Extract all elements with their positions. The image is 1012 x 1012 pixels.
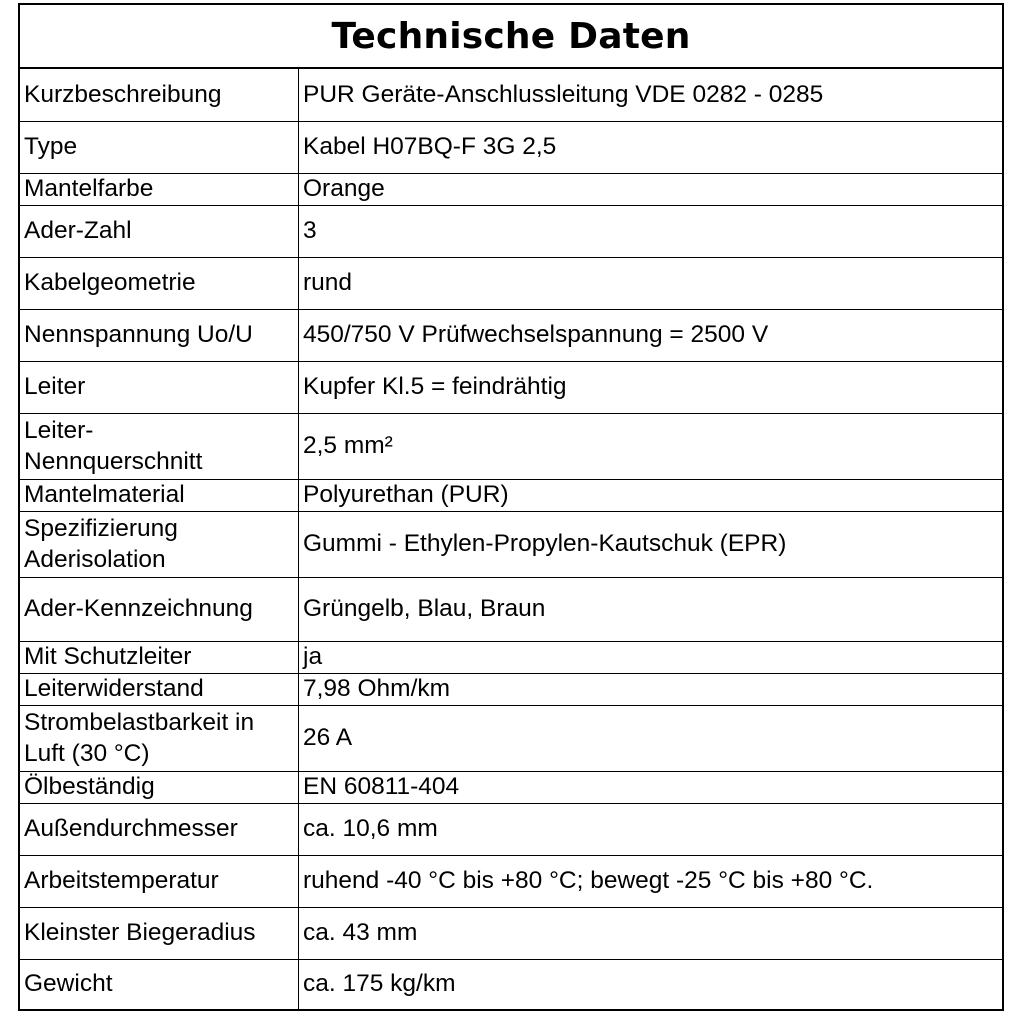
table-row [20,641,1002,673]
table-row [20,205,1002,257]
row-label: Gewicht [20,959,299,1009]
row-label: Kurzbeschreibung [20,69,299,121]
row-value: rund [299,257,1003,309]
table-row [20,479,1002,511]
table-row [20,673,1002,705]
spec-sheet [18,3,1004,1011]
table-row [20,173,1002,205]
row-label: Kleinster Biegeradius [20,907,299,959]
row-value: 3 [299,205,1003,257]
row-label: Type [20,121,299,173]
row-label: Außendurchmesser [20,803,299,855]
table-row [20,907,1002,959]
table-row [20,511,1002,577]
table-row [20,803,1002,855]
row-label: Kabelgeometrie [20,257,299,309]
row-value: Polyurethan (PUR) [299,479,1003,511]
row-label: Strombelastbarkeit in Luft (30 °C) [20,705,299,771]
row-value: ca. 10,6 mm [299,803,1003,855]
row-value: 2,5 mm² [299,413,1003,479]
row-label: Ölbeständig [20,771,299,803]
row-label: Mantelfarbe [20,173,299,205]
row-label: Mantelmaterial [20,479,299,511]
spec-table [20,69,1002,1009]
table-row [20,257,1002,309]
row-value: Kupfer Kl.5 = feindrähtig [299,361,1003,413]
row-value: Gummi - Ethylen-Propylen-Kautschuk (EPR) [299,511,1003,577]
row-value: Kabel H07BQ-F 3G 2,5 [299,121,1003,173]
row-label: Ader-Zahl [20,205,299,257]
row-label: Nennspannung Uo/U [20,309,299,361]
row-label: Mit Schutzleiter [20,641,299,673]
row-label: Leiterwiderstand [20,673,299,705]
row-value: 26 A [299,705,1003,771]
row-label: Ader-Kennzeichnung [20,577,299,641]
row-label: Arbeitstemperatur [20,855,299,907]
table-row [20,855,1002,907]
table-row [20,959,1002,1009]
row-label: Leiter [20,361,299,413]
row-value: PUR Geräte-Anschlussleitung VDE 0282 - 0285 [299,69,1003,121]
table-row [20,771,1002,803]
table-row [20,309,1002,361]
row-value: EN 60811-404 [299,771,1003,803]
row-value: ca. 43 mm [299,907,1003,959]
row-value: ca. 175 kg/km [299,959,1003,1009]
table-row [20,577,1002,641]
row-label: Spezifizierung Aderisolation [20,511,299,577]
table-row [20,705,1002,771]
row-value: Orange [299,173,1003,205]
table-row [20,413,1002,479]
table-row [20,69,1002,121]
row-value: 450/750 V Prüfwechselspannung = 2500 V [299,309,1003,361]
table-row [20,121,1002,173]
row-value: ruhend -40 °C bis +80 °C; bewegt -25 °C bis +80 °C. [299,855,1003,907]
table-row [20,361,1002,413]
page-title: Technische Daten [20,5,1002,69]
row-value: ja [299,641,1003,673]
row-value: 7,98 Ohm/km [299,673,1003,705]
row-label: Leiter- Nennquerschnitt [20,413,299,479]
row-value: Grüngelb, Blau, Braun [299,577,1003,641]
